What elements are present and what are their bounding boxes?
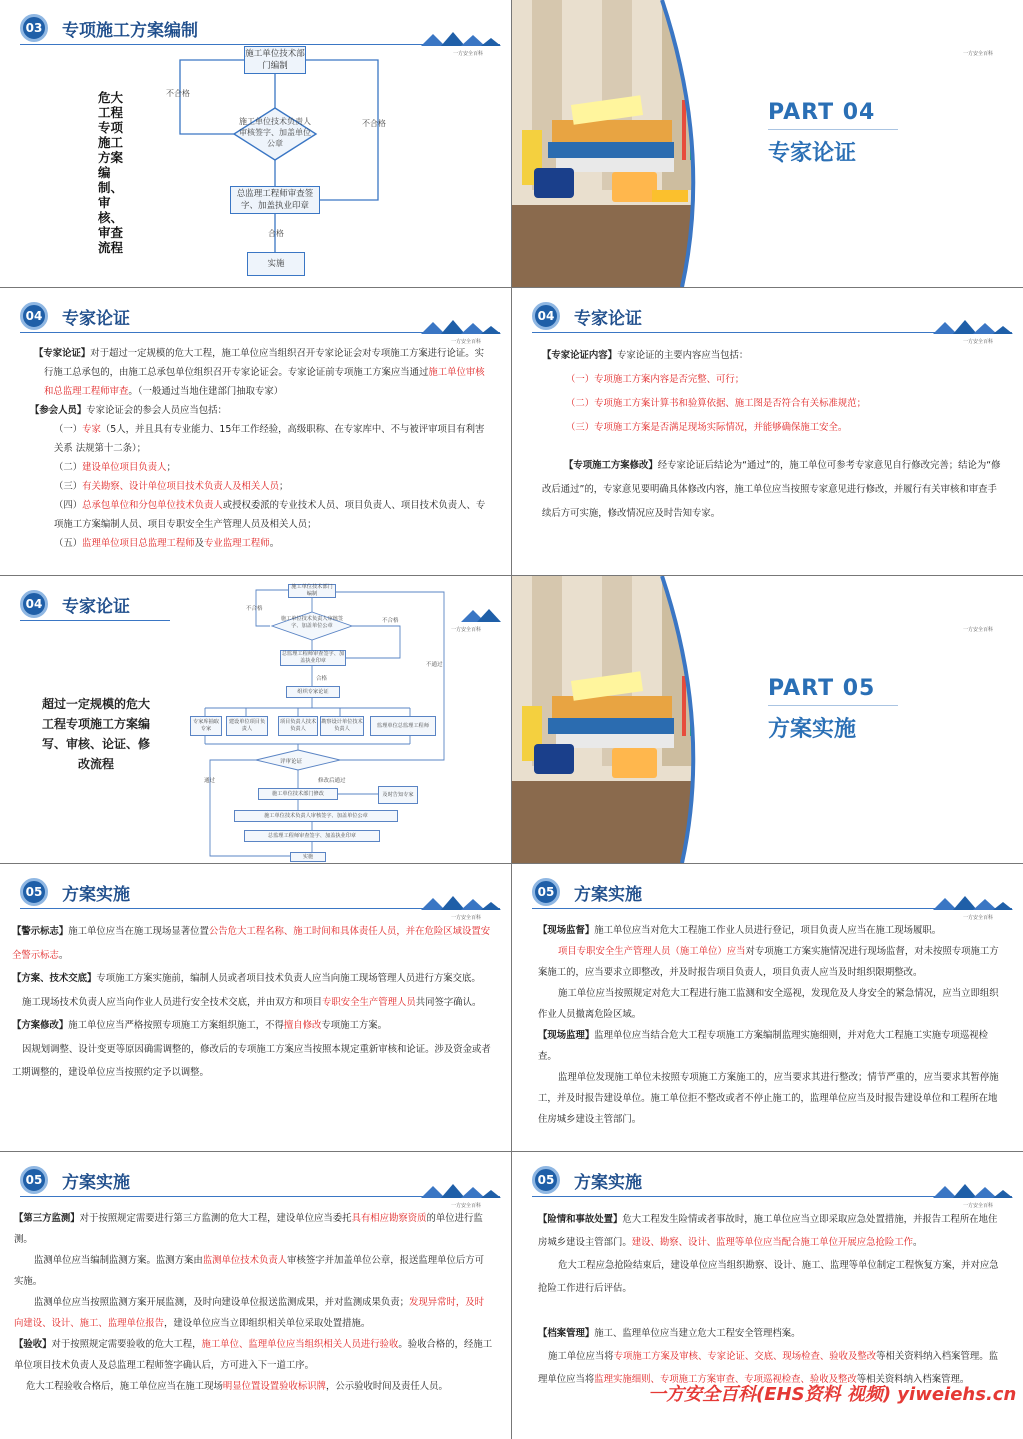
flow-diamond-review: 施工单位技术负责人审核签字、加盖单位公章 xyxy=(239,117,311,148)
slide-9 xyxy=(0,1152,511,1439)
flow-box-revise: 施工单位技术部门修改 xyxy=(258,788,338,800)
flow-box-design: 勘察设计单位技术负责人 xyxy=(320,716,364,736)
section-title: 方案实施 xyxy=(62,1172,130,1193)
logo-text: 一方安全百科 xyxy=(962,1203,993,1209)
flow-box-owner: 建设单位项目负责人 xyxy=(226,716,268,736)
slide-1 xyxy=(0,0,511,287)
section-title: 方案实施 xyxy=(62,884,130,905)
flow-vertical-title: 危大工程专项施工方案编制、审核、审查流程 xyxy=(98,90,124,255)
books-photo xyxy=(512,0,722,287)
slide-header xyxy=(20,1166,130,1194)
books-photo xyxy=(512,576,722,863)
label-fail-1: 不合格 xyxy=(166,89,190,98)
label-fail-1: 不合格 xyxy=(246,606,263,612)
part-rule xyxy=(768,705,898,706)
logo-text: 一方安全百科 xyxy=(962,51,993,57)
slide-body: 【第三方监测】对于按照规定需要进行第三方监测的危大工程，建设单位应当委托具有相应勘察资质的单位进行监测。 监测单位应当编制监测方案。监测方案由监测单位技术负责人审核签字并加盖单位公章，报送监理单位后方可实施。 监测单位应当按照监测方案开展监测，及时向建设单位报送监测成果，并对监测成果负责；发现异常时，及时向建设、设计、施工、监理单位报告，建设单位应当立即组织相关单位采取处置措施。 【验收】对于按照规定需要验收的危大工程，施工单位、监理单位应当组织相关人员进行验收。验收合格的，经施工单位项目技术负责人及总监理工程师签字确认后，方可进入下一道工序。 危大工程验收合格后，施工单位应当在施工现场明显位置设置验收标识牌，公示验收时间及责任人员。 xyxy=(14,1213,493,1392)
slide-header xyxy=(20,302,130,330)
flow-box-implement: 实施 xyxy=(247,252,305,276)
section-badge: 04 xyxy=(20,590,48,618)
slide-4 xyxy=(512,288,1023,575)
slide-header xyxy=(532,1166,642,1194)
slide-3 xyxy=(0,288,511,575)
flow-box-compile: 施工单位技术部门编制 xyxy=(288,584,336,598)
label-fail-2: 不合格 xyxy=(382,618,399,624)
logo-text: 一方安全百科 xyxy=(450,1203,481,1209)
peaks-icon xyxy=(421,1182,501,1198)
section-badge: 04 xyxy=(20,302,48,330)
part-title: 方案实施 xyxy=(768,717,857,742)
part-title: 专家论证 xyxy=(768,141,857,166)
flow-box-supervisor-2: 总监理工程师审查签字、加盖执业印章 xyxy=(244,830,380,842)
section-badge: 05 xyxy=(20,878,48,906)
slide-header xyxy=(532,302,642,330)
flow-box-notify: 及时告知专家 xyxy=(378,786,418,804)
section-title: 专家论证 xyxy=(62,596,130,617)
flow-diamond-assess: 评审论证 xyxy=(280,759,303,765)
part-number: PART 05 xyxy=(768,676,876,701)
section-title: 方案实施 xyxy=(574,1172,642,1193)
section-title: 专家论证 xyxy=(574,308,642,329)
part-number: PART 04 xyxy=(768,100,876,125)
part-heading xyxy=(768,100,898,167)
flow-box-review-2: 施工单位技术负责人审核签字、加盖单位公章 xyxy=(234,810,398,822)
slide-5 xyxy=(0,576,511,863)
label-fail-2: 不合格 xyxy=(362,119,386,128)
flow-box-experts: 专家库抽取专家 xyxy=(190,716,222,736)
flow-box-supervisor: 总监理工程师审查签字、加盖执业印章 xyxy=(281,651,345,664)
section-badge: 04 xyxy=(532,302,560,330)
section-badge: 05 xyxy=(532,878,560,906)
peaks-icon xyxy=(421,318,501,334)
logo-text: 一方安全百科 xyxy=(450,915,481,921)
logo-text: 一方安全百科 xyxy=(452,51,483,57)
slide-body: 【专家论证内容】专家论证的主要内容应当包括： （一）专项施工方案内容是否完整、可行； （二）专项施工方案计算书和验算依据、施工图是否符合有关标准规范； （三）专项施工方案是否满足现场实际情况，并能够确保施工安全。 【专项施工方案修改】经专家论证后结论为“通过”的，施工单位可参考专家意见自行修改完善；结论为“修改后通过”的，专家意见要明确具体修改内容，施工单位应当按照专家意见进行修改，并履行有关审核和审查手续后方可实施，修改情况应及时告知专家。 xyxy=(542,350,1001,519)
section-title: 方案实施 xyxy=(574,884,642,905)
part-heading xyxy=(768,676,898,743)
label-passed: 通过 xyxy=(204,778,216,784)
slide-2 xyxy=(512,0,1023,287)
flow-box-organize: 组织专家论证 xyxy=(286,686,340,698)
grid-divider-3 xyxy=(0,863,1023,864)
logo-text: 一方安全百科 xyxy=(962,339,993,345)
flow-diamond-review: 施工单位技术负责人审核签字、加盖单位公章 xyxy=(280,616,344,629)
section-title: 专家论证 xyxy=(62,308,130,329)
slide-body: 【警示标志】施工单位应当在施工现场显著位置公告危大工程名称、施工时间和具体责任人员，并在危险区域设置安全警示标志。 【方案、技术交底】专项施工方案实施前，编制人员或者项目技术负责人应当向施工现场管理人员进行方案交底。 施工现场技术负责人应当向作业人员进行安全技术交底，并由双方和项目专职安全生产管理人员共同签字确认。 【方案修改】施工单位应当严格按照专项施工方案组织施工，不得擅自修改专项施工方案。 因规划调整、设计变更等原因确需调整的，修改后的专项施工方案应当按照本规定重新审核和论证。涉及资金或者工期调整的，建设单位应当按照约定予以调整。 xyxy=(12,926,491,1078)
label-not-pass: 不通过 xyxy=(426,662,443,668)
peaks-icon xyxy=(933,1182,1013,1198)
flow-box-chief: 监理单位总监理工程师 xyxy=(370,716,436,736)
slide-body: 【险情和事故处置】危大工程发生险情或者事故时，施工单位应当立即采取应急处置措施，并报告工程所在地住房城乡建设主管部门。建设、勘察、设计、监理等单位应当配合施工单位开展应急抢险工作。 危大工程应急抢险结束后，建设单位应当组织勘察、设计、施工、监理等单位制定工程恢复方案，并对应急抢险工作进行后评估。 【档案管理】施工、监理单位应当建立危大工程安全管理档案。 施工单位应当将专项施工方案及审核、专家论证、交底、现场检查、验收及整改等相关资料纳入档案管理。监理单位应当将监理实施细则、专项施工方案审查、专项巡视检查、验收及整改等相关资料纳入档案管理。 xyxy=(538,1214,999,1385)
slide-body: 【专家论证】对于超过一定规模的危大工程，施工单位应当组织召开专家论证会对专项施工方案进行论证。实行施工总承包的，由施工总承包单位组织召开专家论证会。专家论证前专项施工方案应当通过施工单位审核和总监理工程师审查。（一般通过当地住建部门抽取专家） 【参会人员】专家论证会的参会人员应当包括： （一）专家（5人，并且具有专业能力、15年工作经验，高级职称、在专家库中、不与被评审项目有利害关系 法规第十二条）； （二）建设单位项目负责人； （三）有关勘察、设计单位项目技术负责人及相关人员； （四）总承包单位和分包单位技术负责人或授权委派的专业技术人员、项目负责人、项目技术负责人、专项施工方案编制人员、项目专职安全生产管理人员及相关人员； （五）监理单位项目总监理工程师及专业监理工程师。 xyxy=(30,348,486,549)
flow-box-supervisor: 总监理工程师审查签字、加盖执业印章 xyxy=(230,186,320,214)
section-badge: 05 xyxy=(20,1166,48,1194)
peaks-icon xyxy=(933,318,1013,334)
peaks-icon xyxy=(933,894,1013,910)
logo-text: 一方安全百科 xyxy=(450,627,481,633)
logo-text: 一方安全百科 xyxy=(450,339,481,345)
section-badge: 05 xyxy=(532,1166,560,1194)
logo-text: 一方安全百科 xyxy=(962,627,993,633)
section-badge: 03 xyxy=(20,14,48,42)
slide-header xyxy=(532,878,642,906)
flow-box-pm: 项目负责人技术负责人 xyxy=(278,716,318,736)
label-pass: 合格 xyxy=(316,676,328,682)
grid-divider-2 xyxy=(0,575,1023,576)
slide-header xyxy=(20,878,130,906)
watermark-text: 一方安全百科(EHS资料 视频) yiweiehs.cn xyxy=(648,1384,1017,1405)
flow-box-implement: 实施 xyxy=(290,852,326,862)
slide-6 xyxy=(512,576,1023,863)
grid-divider-4 xyxy=(0,1151,1023,1152)
peaks-icon xyxy=(421,894,501,910)
flow-box-compile: 施工单位技术部门编制 xyxy=(244,46,306,74)
label-pass: 合格 xyxy=(268,229,284,238)
part-rule xyxy=(768,129,898,130)
flow-vertical-title: 超过一定规模的危大工程专项施工方案编写、审核、论证、修改流程 xyxy=(41,697,150,771)
section-title: 专项施工方案编制 xyxy=(62,20,198,41)
grid-divider-1 xyxy=(0,287,1023,288)
slide-8 xyxy=(512,864,1023,1151)
label-revise-pass: 修改后通过 xyxy=(318,778,346,784)
slide-body: 【现场监督】施工单位应当对危大工程施工作业人员进行登记，项目负责人应当在施工现场履职。 项目专职安全生产管理人员（施工单位）应当对专项施工方案实施情况进行现场监督，对未按照专项施工方案施工的，应当要求立即整改，并及时报告项目负责人，项目负责人应当及时组织限期整改。 施工单位应当按照规定对危大工程进行施工监测和安全巡视，发现危及人身安全的紧急情况，应当立即组织作业人员撤离危险区域。 【现场监理】监理单位应当结合危大工程专项施工方案编制监理实施细则，并对危大工程施工实施专项巡视检查。 监理单位发现施工单位未按照专项施工方案施工的，应当要求其进行整改；情节严重的，应当要求其暂停施工，并及时报告建设单位。施工单位拒不整改或者不停止施工的，监理单位应当及时报告建设单位和工程所在地住房城乡建设主管部门。 xyxy=(538,925,999,1125)
slide-7 xyxy=(0,864,511,1151)
logo-text: 一方安全百科 xyxy=(962,915,993,921)
grid-divider-vertical xyxy=(511,0,512,1439)
